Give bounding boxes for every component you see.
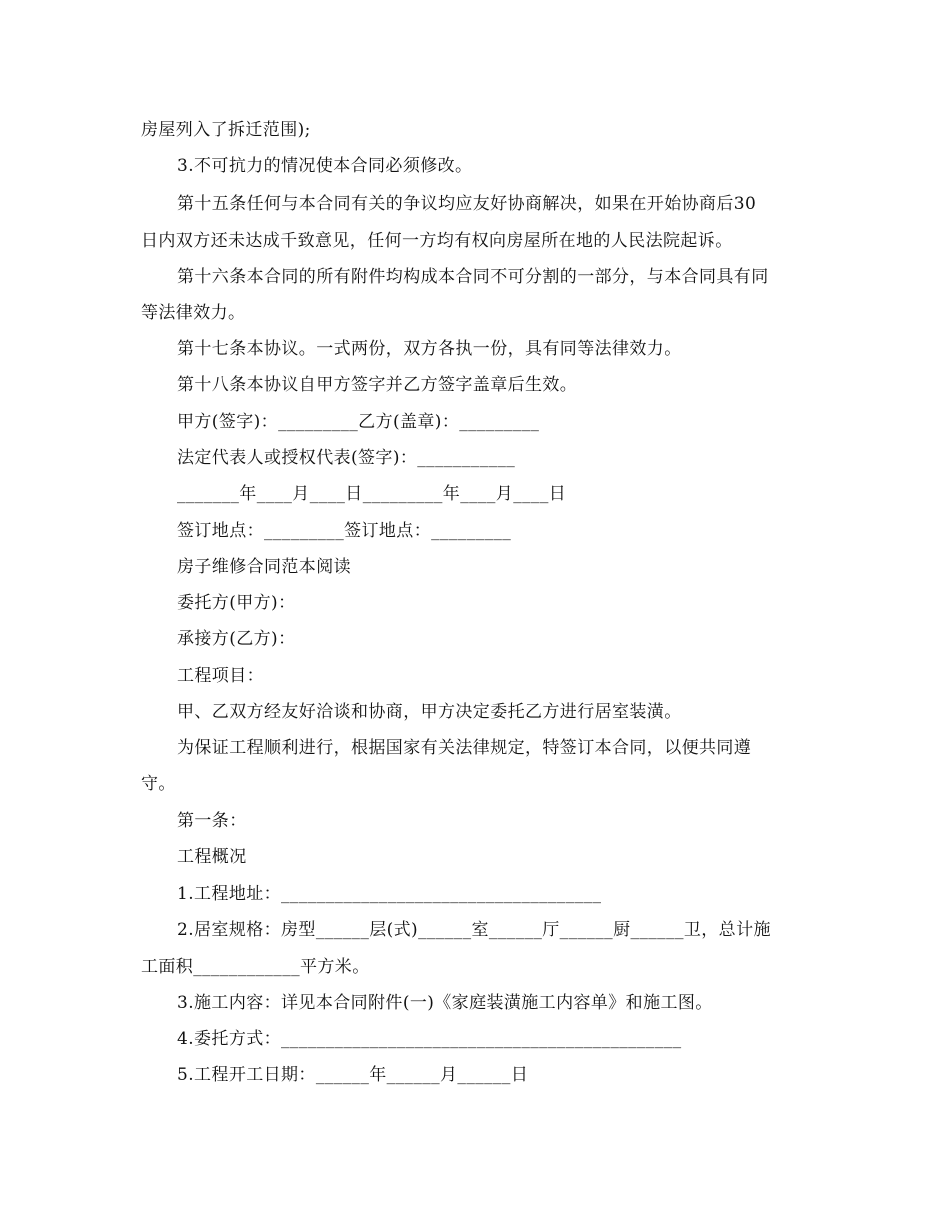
text-line: 承接方(乙方)： (177, 629, 296, 649)
text-line: 2.居室规格：房型______层(式)______室______厅______厨______卫，总计施 (177, 920, 771, 940)
text-line: 日内双方还未达成千致意见，任何一方均有权向房屋所在地的人民法院起诉。 (141, 231, 733, 251)
text-line: 等法律效力。 (141, 303, 246, 323)
text-line: 房屋列入了拆迁范围); (141, 120, 311, 140)
text-line: 工程项目： (177, 666, 264, 686)
text-line: 守。 (141, 774, 176, 794)
text-line: 3.不可抗力的情况使本合同必须修改。 (177, 156, 473, 176)
signature-line: 法定代表人或授权代表(签字)：___________ (177, 448, 516, 468)
text-line: 工面积____________平方米。 (141, 957, 370, 977)
text-line: 第十五条任何与本合同有关的争议均应友好协商解决，如果在开始协商后30 (177, 194, 757, 214)
text-line: 第一条： (177, 811, 247, 831)
text-line: 5.工程开工日期：______年______月______日 (177, 1065, 529, 1085)
text-line: 第十七条本协议。一式两份，双方各执一份，具有同等法律效力。 (177, 339, 682, 359)
text-line: 甲、乙双方经友好洽谈和协商，甲方决定委托乙方进行居室装潢。 (177, 702, 682, 722)
text-line: 工程概况 (177, 847, 247, 867)
text-line: 第十六条本合同的所有附件均构成本合同不可分割的一部分，与本合同具有同 (177, 267, 769, 287)
date-line: _______年____月____日_________年____月____日 (177, 484, 567, 504)
section-title: 房子维修合同范本阅读 (177, 557, 351, 577)
text-line: 委托方(甲方)： (177, 593, 296, 613)
text-line: 1.工程地址：____________________________________ (177, 884, 602, 904)
text-line: 为保证工程顺利进行，根据国家有关法律规定，特签订本合同，以便共同遵 (177, 738, 752, 758)
text-line: 第十八条本协议自甲方签字并乙方签字盖章后生效。 (177, 375, 578, 395)
location-line: 签订地点：_________签订地点：_________ (177, 521, 512, 541)
text-line: 4.委托方式：_____________________________________________ (177, 1029, 682, 1049)
signature-line: 甲方(签字)：_________乙方(盖章)：_________ (177, 412, 540, 432)
text-line: 3.施工内容：详见本合同附件(一)《家庭装潢施工内容单》和施工图。 (177, 993, 713, 1013)
